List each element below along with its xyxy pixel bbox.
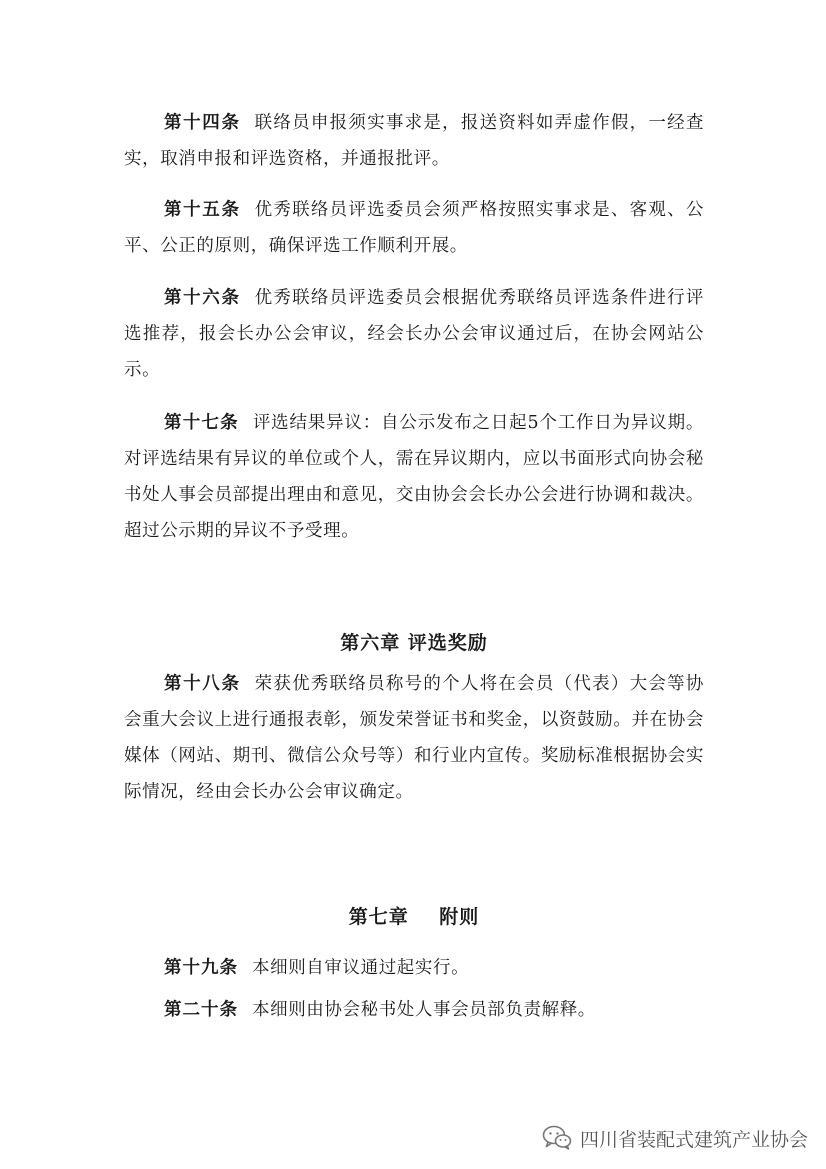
watermark	[542, 1121, 808, 1155]
article-text: 联络员申报须实事求是，报送资料如弄虚作假，一经查实，取消申报和评选资格，并通报批评。	[124, 113, 704, 169]
article-number: 第十五条	[164, 200, 241, 220]
watermark-text: 四川省装配式建筑产业协会	[579, 1128, 808, 1151]
article-20	[124, 992, 704, 1028]
article-number: 第二十条	[164, 1000, 238, 1020]
article-number: 第十九条	[164, 958, 238, 978]
article-number: 第十七条	[164, 413, 239, 433]
article-text: 本细则自审议通过起实行。	[252, 958, 470, 978]
article-19	[124, 950, 704, 986]
article-18	[124, 666, 704, 810]
article-number: 第十八条	[164, 674, 241, 694]
wechat-icon	[542, 1125, 572, 1151]
article-text: 优秀联络员评选委员会根据优秀联络员评选条件进行评选推荐，报会长办公会审议，经会长办公会审议通过后，在协会网站公示。	[124, 288, 704, 380]
article-number: 第十六条	[164, 288, 241, 308]
article-15	[124, 192, 704, 264]
article-14	[124, 105, 704, 177]
article-number: 第十四条	[164, 113, 241, 133]
chapter-6-title: 第六章 评选奖励	[340, 632, 488, 654]
chapter-7-title: 第七章 附则	[348, 906, 480, 928]
article-text: 优秀联络员评选委员会须严格按照实事求是、客观、公平、公正的原则，确保评选工作顺利开展。	[124, 200, 704, 256]
article-17	[124, 405, 704, 549]
article-text: 本细则由协会秘书处人事会员部负责解释。	[252, 1000, 596, 1020]
article-16	[124, 280, 704, 388]
article-text: 荣获优秀联络员称号的个人将在会员（代表）大会等协会重大会议上进行通报表彰，颁发荣誉证书和奖金，以资鼓励。并在协会媒体（网站、期刊、微信公众号等）和行业内宣传。奖励标准根据协会实际情况，经由会长办公会审议确定。	[124, 674, 704, 802]
article-text: 评选结果异议：自公示发布之日起5个工作日为异议期。对评选结果有异议的单位或个人，需在异议期内，应以书面形式向协会秘书处人事会员部提出理由和意见，交由协会会长办公会进行协调和裁决。超过公示期的异议不予受理。	[124, 413, 704, 541]
